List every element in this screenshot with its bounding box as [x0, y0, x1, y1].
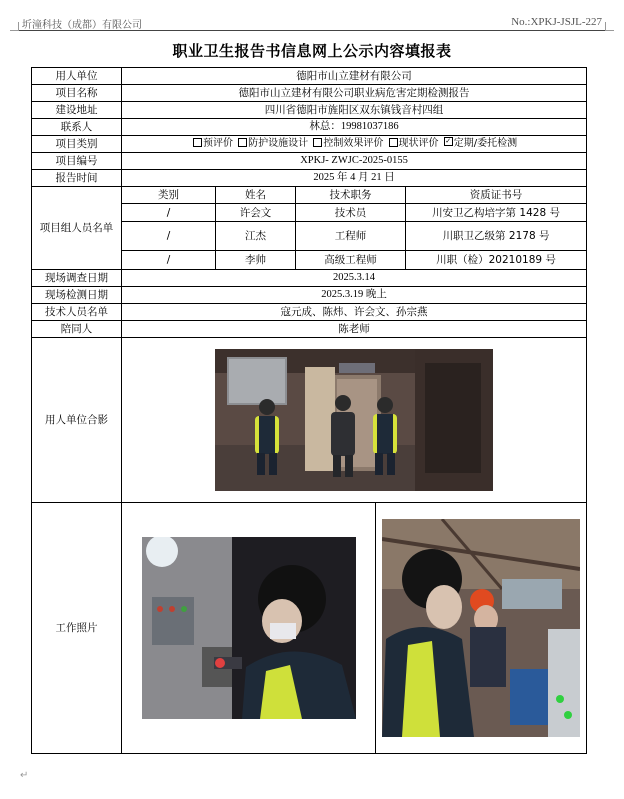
techs-label: 技术人员名单 [32, 304, 122, 321]
team-label: 项目组人员名单 [32, 187, 122, 270]
category-label: 项目类别 [32, 136, 122, 153]
work-photo-right-image [382, 519, 580, 737]
table-row [32, 287, 587, 304]
team-header-category: 类别 [122, 187, 216, 204]
contact-value: 林总：19981037186 [122, 119, 587, 136]
category-options [122, 136, 587, 153]
employer-label: 用人单位 [32, 68, 122, 85]
group-photo-image [215, 349, 493, 491]
table-row [32, 102, 587, 119]
work-photo-left-image [142, 537, 356, 719]
checkbox[interactable] [389, 138, 398, 147]
member-cert: 川职卫乙级第 2178 号 [406, 222, 587, 251]
project-name-value: 德阳市山立建材有限公司职业病危害定期检测报告 [122, 85, 587, 102]
work-photo-row [32, 503, 587, 754]
member-title: 工程师 [296, 222, 406, 251]
group-photo-row [32, 338, 587, 503]
table-row [32, 85, 587, 102]
work-photo-cell-right [376, 503, 587, 754]
company-header: 圻潼科技（成都）有限公司 [22, 20, 142, 31]
group-photo [215, 349, 493, 491]
test-date-value: 2025.3.19 晚上 [122, 287, 587, 304]
table-row [32, 170, 587, 187]
category-option[interactable]: 现状评价 [387, 138, 439, 149]
member-name: 李帅 [216, 251, 296, 270]
group-photo-cell [122, 338, 587, 503]
table-row [32, 153, 587, 170]
escort-value: 陈老师 [122, 321, 587, 338]
member-category: / [122, 204, 216, 222]
team-header-name: 姓名 [216, 187, 296, 204]
team-header-row [32, 187, 587, 204]
address-label: 建设地址 [32, 102, 122, 119]
category-option[interactable]: 防护设施设计 [236, 138, 308, 149]
checkbox-checked[interactable] [444, 137, 453, 146]
survey-date-label: 现场调查日期 [32, 270, 122, 287]
info-table [31, 67, 587, 754]
project-no-value: XPKJ- ZWJC-2025-0155 [122, 153, 587, 170]
survey-date-value: 2025.3.14 [122, 270, 587, 287]
table-row [32, 321, 587, 338]
work-photo-left [142, 537, 356, 719]
group-photo-label: 用人单位合影 [32, 338, 122, 503]
report-time-value: 2025 年 4 月 21 日 [122, 170, 587, 187]
member-cert: 川职（检）20210189 号 [406, 251, 587, 270]
table-row [32, 270, 587, 287]
project-no-label: 项目编号 [32, 153, 122, 170]
checkbox[interactable] [193, 138, 202, 147]
end-mark: ↵ [20, 770, 29, 781]
work-photo-right [382, 519, 580, 737]
page-title: 职业卫生报告书信息网上公示内容填报表 [172, 42, 452, 60]
member-category: / [122, 222, 216, 251]
techs-value: 寇元成、陈炜、许会文、孙宗燕 [122, 304, 587, 321]
team-header-title: 技术职务 [296, 187, 406, 204]
category-option[interactable]: ✓ 定期/委托检测 [442, 138, 517, 149]
category-option[interactable]: 预评价 [191, 138, 233, 149]
document-number: No.:XPKJ-JSJL-227 [511, 16, 602, 28]
checkbox[interactable] [238, 138, 247, 147]
checkbox[interactable] [313, 138, 322, 147]
category-option[interactable]: 控制效果评价 [311, 138, 383, 149]
member-name: 江杰 [216, 222, 296, 251]
test-date-label: 现场检测日期 [32, 287, 122, 304]
table-row [32, 136, 587, 153]
page-corner-mark [10, 22, 19, 31]
address-value: 四川省德阳市旌阳区双东镇钱音村四组 [122, 102, 587, 119]
escort-label: 陪同人 [32, 321, 122, 338]
employer-value: 德阳市山立建材有限公司 [122, 68, 587, 85]
contact-label: 联系人 [32, 119, 122, 136]
member-category: / [122, 251, 216, 270]
project-name-label: 项目名称 [32, 85, 122, 102]
page-corner-mark [605, 22, 614, 31]
work-photo-cell-left [122, 503, 376, 754]
table-row [32, 304, 587, 321]
report-time-label: 报告时间 [32, 170, 122, 187]
table-row [32, 119, 587, 136]
member-title: 高级工程师 [296, 251, 406, 270]
table-row [32, 68, 587, 85]
member-title: 技术员 [296, 204, 406, 222]
team-header-cert: 资质证书号 [406, 187, 587, 204]
work-photo-label: 工作照片 [32, 503, 122, 754]
member-cert: 川安卫乙构培字第 1428 号 [406, 204, 587, 222]
header-divider [18, 30, 606, 31]
member-name: 许会文 [216, 204, 296, 222]
